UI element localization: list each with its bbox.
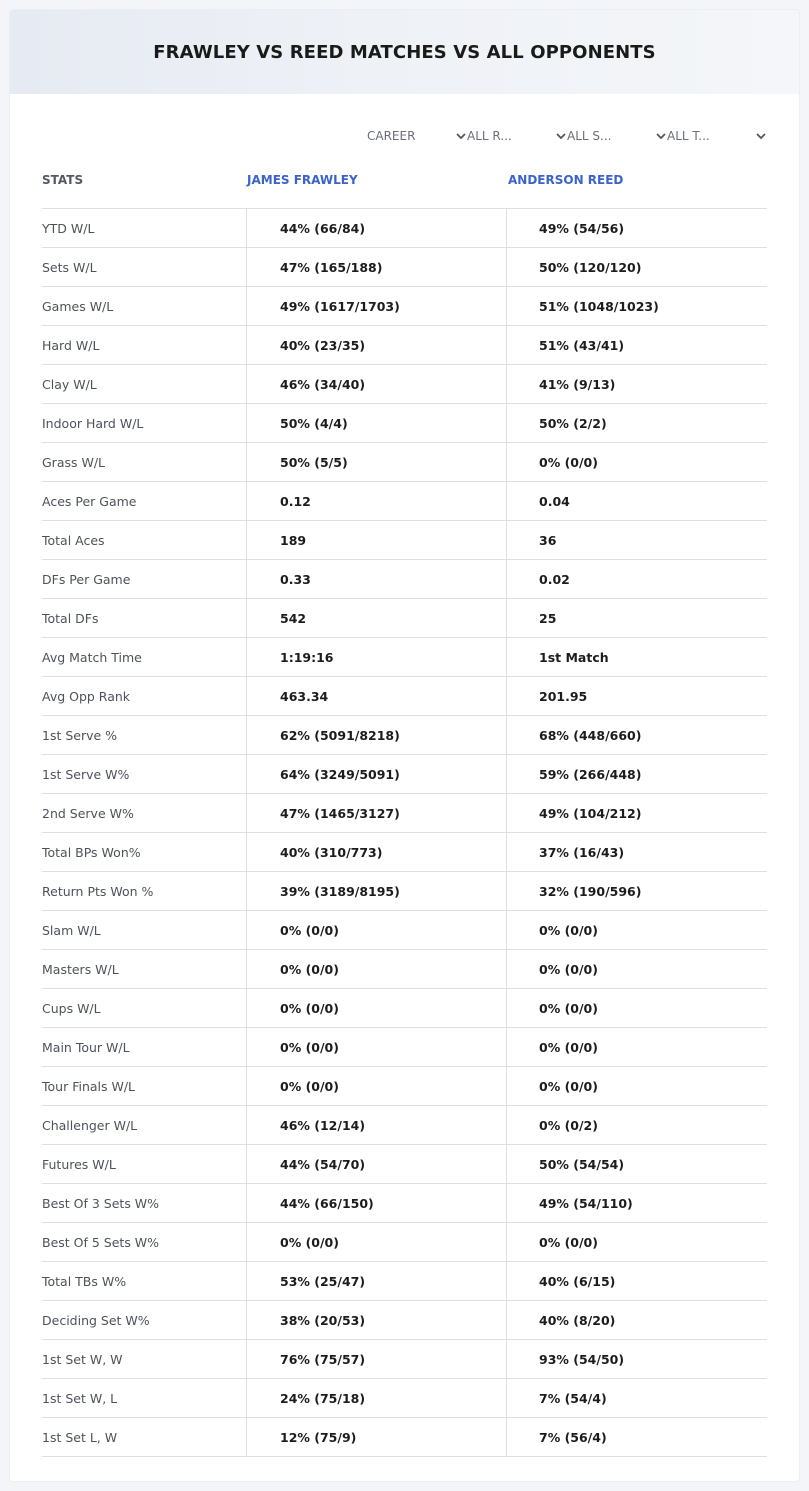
table-row [42, 911, 767, 950]
table-row [42, 1106, 767, 1145]
player1-value: 0.33 [246, 560, 506, 598]
player1-value: 47% (1465/3127) [246, 794, 506, 832]
stat-label: Challenger W/L [42, 1117, 138, 1133]
table-row [42, 482, 767, 521]
player1-value: 47% (165/188) [246, 248, 506, 286]
stat-label: Grass W/L [42, 454, 106, 470]
player1-value: 76% (75/57) [246, 1340, 506, 1378]
table-row [42, 833, 767, 872]
player2-value: 51% (43/41) [506, 326, 767, 364]
player1-value: 542 [246, 599, 506, 637]
table-row [42, 1379, 767, 1418]
player1-value: 0% (0/0) [246, 1067, 506, 1105]
stat-label: Avg Opp Rank [42, 688, 131, 704]
page-title: FRAWLEY VS REED MATCHES VS ALL OPPONENTS [153, 41, 656, 63]
stat-label: Sets W/L [42, 259, 97, 275]
stat-label: Cups W/L [42, 1000, 101, 1016]
player2-value: 41% (9/13) [506, 365, 767, 403]
table-row [42, 755, 767, 794]
stat-label: Aces Per Game [42, 493, 137, 509]
table-row [42, 365, 767, 404]
chevron-down-icon [755, 130, 767, 142]
player1-value: 53% (25/47) [246, 1262, 506, 1300]
table-row [42, 872, 767, 911]
player2-value: 49% (54/56) [506, 209, 767, 247]
stat-label: YTD W/L [42, 220, 95, 236]
table-row [42, 1340, 767, 1379]
player1-value: 44% (66/150) [246, 1184, 506, 1222]
stat-label: Avg Match Time [42, 649, 142, 665]
table-row [42, 950, 767, 989]
filter-label: ALL S... [567, 129, 612, 143]
table-row [42, 287, 767, 326]
player2-value: 7% (54/4) [506, 1379, 767, 1417]
table-row [42, 248, 767, 287]
stat-label: 2nd Serve W% [42, 805, 134, 821]
player1-value: 0% (0/0) [246, 1028, 506, 1066]
player2-value: 0% (0/0) [506, 989, 767, 1027]
stat-label: Total BPs Won% [42, 844, 141, 860]
chevron-down-icon [555, 130, 567, 142]
table-row [42, 1301, 767, 1340]
player2-value: 0% (0/0) [506, 443, 767, 481]
stat-label: Best Of 3 Sets W% [42, 1195, 160, 1211]
stat-label: Total DFs [42, 610, 99, 626]
table-row [42, 560, 767, 599]
player1-value: 24% (75/18) [246, 1379, 506, 1417]
stat-label: 1st Serve W% [42, 766, 130, 782]
table-row [42, 443, 767, 482]
player2-value: 1st Match [506, 638, 767, 676]
player1-value: 62% (5091/8218) [246, 716, 506, 754]
stat-label: 1st Set W, L [42, 1390, 118, 1406]
player2-value: 0% (0/2) [506, 1106, 767, 1144]
player2-value: 51% (1048/1023) [506, 287, 767, 325]
player2-value: 36 [506, 521, 767, 559]
table-row [42, 521, 767, 560]
filter-label: ALL T... [667, 129, 710, 143]
stats-card [10, 10, 799, 1481]
player1-value: 463.34 [246, 677, 506, 715]
filter-label: CAREER [367, 129, 416, 143]
table-row [42, 1262, 767, 1301]
player2-value: 50% (2/2) [506, 404, 767, 442]
stat-label: Slam W/L [42, 922, 101, 938]
player2-value: 49% (54/110) [506, 1184, 767, 1222]
player2-name-link[interactable]: ANDERSON REED [508, 173, 624, 187]
player2-value: 93% (54/50) [506, 1340, 767, 1378]
player2-value: 59% (266/448) [506, 755, 767, 793]
table-row [42, 1028, 767, 1067]
card-header [10, 10, 799, 94]
player1-value: 39% (3189/8195) [246, 872, 506, 910]
stat-label: Total TBs W% [42, 1273, 127, 1289]
player1-value: 40% (310/773) [246, 833, 506, 871]
stat-label: Games W/L [42, 298, 114, 314]
filter-bar [367, 126, 767, 146]
stat-label: DFs Per Game [42, 571, 131, 587]
player2-value: 40% (8/20) [506, 1301, 767, 1339]
table-row [42, 599, 767, 638]
stat-label: Total Aces [42, 532, 105, 548]
player2-value: 201.95 [506, 677, 767, 715]
table-row [42, 677, 767, 716]
filter-rounds-select[interactable] [467, 126, 567, 146]
table-row [42, 1145, 767, 1184]
stat-label: 1st Serve % [42, 727, 118, 743]
column-header-stats: STATS [42, 173, 84, 187]
player1-value: 49% (1617/1703) [246, 287, 506, 325]
stat-label: Best Of 5 Sets W% [42, 1234, 160, 1250]
player2-value: 0% (0/0) [506, 1028, 767, 1066]
player2-value: 0.02 [506, 560, 767, 598]
table-row [42, 716, 767, 755]
stat-label: 1st Set W, W [42, 1351, 123, 1367]
table-row [42, 1067, 767, 1106]
player1-value: 0% (0/0) [246, 950, 506, 988]
player1-value: 0% (0/0) [246, 989, 506, 1027]
stat-label: Masters W/L [42, 961, 119, 977]
table-row [42, 404, 767, 443]
player1-value: 64% (3249/5091) [246, 755, 506, 793]
player1-value: 0% (0/0) [246, 911, 506, 949]
player2-value: 7% (56/4) [506, 1418, 767, 1456]
table-row [42, 1223, 767, 1262]
stat-label: Deciding Set W% [42, 1312, 150, 1328]
player2-value: 0% (0/0) [506, 1067, 767, 1105]
player2-value: 40% (6/15) [506, 1262, 767, 1300]
player1-value: 44% (66/84) [246, 209, 506, 247]
table-row [42, 1184, 767, 1223]
stat-label: Indoor Hard W/L [42, 415, 144, 431]
filter-career-select[interactable] [367, 126, 467, 146]
player1-value: 1:19:16 [246, 638, 506, 676]
stats-table [42, 208, 767, 1457]
player2-value: 0.04 [506, 482, 767, 520]
player2-value: 25 [506, 599, 767, 637]
filter-tournaments-select[interactable] [667, 126, 767, 146]
player2-value: 32% (190/596) [506, 872, 767, 910]
player2-value: 0% (0/0) [506, 1223, 767, 1261]
player2-value: 68% (448/660) [506, 716, 767, 754]
player1-value: 46% (34/40) [246, 365, 506, 403]
table-row [42, 1418, 767, 1457]
stat-label: Return Pts Won % [42, 883, 154, 899]
column-header-row [42, 171, 767, 209]
player1-value: 38% (20/53) [246, 1301, 506, 1339]
player1-value: 0% (0/0) [246, 1223, 506, 1261]
player2-value: 37% (16/43) [506, 833, 767, 871]
player2-value: 50% (54/54) [506, 1145, 767, 1183]
player2-value: 0% (0/0) [506, 911, 767, 949]
filter-label: ALL R... [467, 129, 512, 143]
table-row [42, 638, 767, 677]
filter-surfaces-select[interactable] [567, 126, 667, 146]
table-row [42, 989, 767, 1028]
player1-value: 46% (12/14) [246, 1106, 506, 1144]
player2-value: 0% (0/0) [506, 950, 767, 988]
player1-name-link[interactable]: JAMES FRAWLEY [247, 173, 358, 187]
player1-value: 40% (23/35) [246, 326, 506, 364]
player1-value: 50% (5/5) [246, 443, 506, 481]
player1-value: 189 [246, 521, 506, 559]
chevron-down-icon [655, 130, 667, 142]
table-row [42, 209, 767, 248]
table-row [42, 326, 767, 365]
player1-value: 50% (4/4) [246, 404, 506, 442]
stat-label: Tour Finals W/L [42, 1078, 136, 1094]
stat-label: Clay W/L [42, 376, 97, 392]
player1-value: 12% (75/9) [246, 1418, 506, 1456]
stat-label: Hard W/L [42, 337, 100, 353]
stat-label: Futures W/L [42, 1156, 116, 1172]
chevron-down-icon [455, 130, 467, 142]
player1-value: 44% (54/70) [246, 1145, 506, 1183]
stat-label: Main Tour W/L [42, 1039, 130, 1055]
player2-value: 49% (104/212) [506, 794, 767, 832]
player2-value: 50% (120/120) [506, 248, 767, 286]
table-row [42, 794, 767, 833]
player1-value: 0.12 [246, 482, 506, 520]
stat-label: 1st Set L, W [42, 1429, 118, 1445]
